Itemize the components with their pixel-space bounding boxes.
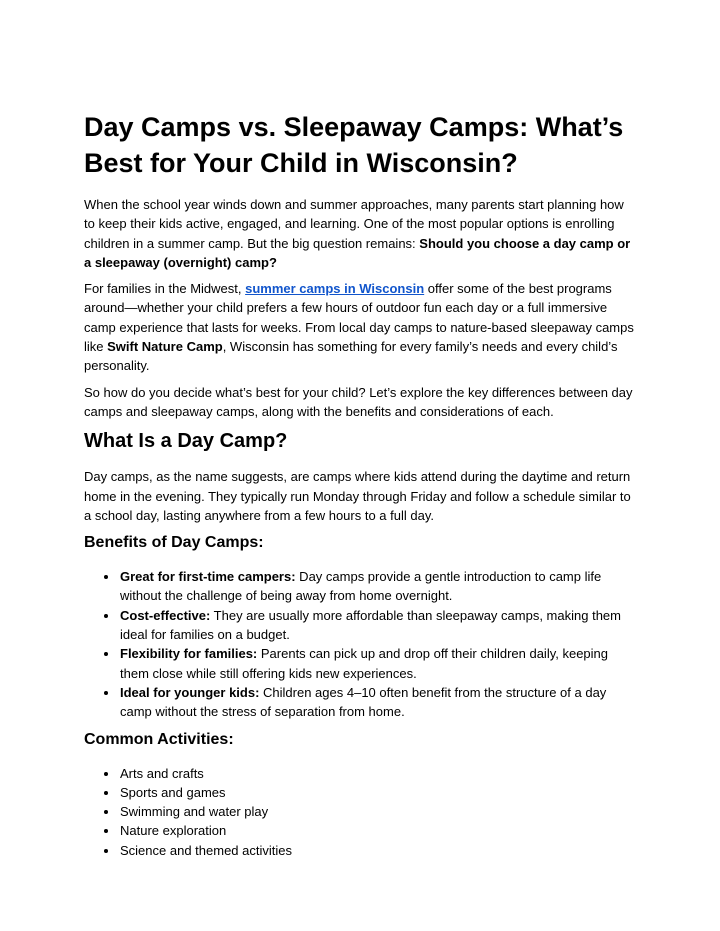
document-title: Day Camps vs. Sleepaway Camps: What’s Best for Your Child in Wisconsin? xyxy=(84,112,624,178)
list-item xyxy=(119,567,636,606)
text-run: offer some of the best programs around—whether your child prefers a few hours of outdoor fun each day or a full immersive camp experience that lasts for weeks. From local day camps to nature-based sleepaway camps like xyxy=(84,281,634,355)
list-item xyxy=(119,606,636,645)
intro-paragraph-2 xyxy=(84,279,636,375)
text-run: Parents can pick up and drop off their children daily, keeping them close while still offering kids new experiences. xyxy=(120,646,608,681)
text-run: Children ages 4–10 often benefit from the structure of a day camp without the stress of separation from home. xyxy=(120,684,607,720)
list-item xyxy=(119,802,636,821)
text-run: Arts and crafts xyxy=(120,765,204,781)
activities-list xyxy=(84,764,636,860)
bold-text: Great for first-time campers: xyxy=(120,569,296,585)
bold-text: Swift Nature Camp xyxy=(107,339,223,355)
bold-text: Cost-effective: xyxy=(120,607,211,623)
text-run: Swimming and water play xyxy=(120,804,269,820)
text-run: Nature exploration xyxy=(120,823,227,839)
list-item xyxy=(119,644,636,683)
day-camp-description-paragraph xyxy=(84,467,636,525)
bold-text: Flexibility for families: xyxy=(120,646,258,662)
bold-text: Should you choose a day camp or a sleepaway (overnight) camp? xyxy=(84,235,631,270)
text-run: Day camps provide a gentle introduction to camp life without the challenge of being away from home overnight. xyxy=(120,569,602,604)
intro-paragraph-1 xyxy=(84,195,636,272)
subheading-benefits-of-day-camps: Benefits of Day Camps: xyxy=(84,534,264,552)
text-run: , Wisconsin has something for every family’s needs and every child’s personality. xyxy=(84,339,618,374)
subheading-common-activities: Common Activities: xyxy=(84,730,234,748)
list-item xyxy=(119,821,636,840)
text-run: Sports and games xyxy=(120,784,226,800)
list-item xyxy=(119,764,636,783)
intro-paragraph-3 xyxy=(84,383,636,422)
text-run: Science and themed activities xyxy=(120,842,292,858)
list-item xyxy=(119,841,636,860)
text-run: When the school year winds down and summer approaches, many parents start planning how to keep their kids active, engaged, and learning. One of the most popular options is enrolling children in a summer camp. But the big question remains: xyxy=(84,197,624,251)
bold-text: Ideal for younger kids: xyxy=(120,684,260,700)
inline-link[interactable]: summer camps in Wisconsin xyxy=(245,281,425,297)
list-item xyxy=(119,783,636,802)
benefits-list xyxy=(84,567,636,721)
section-heading-what-is-a-day-camp: What Is a Day Camp? xyxy=(84,430,288,453)
text-run: They are usually more affordable than sleepaway camps, making them ideal for families on a budget. xyxy=(120,607,621,643)
list-item xyxy=(119,683,636,722)
text-run: For families in the Midwest, xyxy=(84,281,246,297)
text-run: So how do you decide what’s best for your child? Let’s explore the key differences between day camps and sleepaway camps, along with the benefits and considerations of each. xyxy=(84,384,633,419)
text-run: Day camps, as the name suggests, are camps where kids attend during the daytime and return home in the evening. They typically run Monday through Friday and follow a schedule similar to a school day, lasting anywhere from a few hours to a full day. xyxy=(84,469,631,523)
